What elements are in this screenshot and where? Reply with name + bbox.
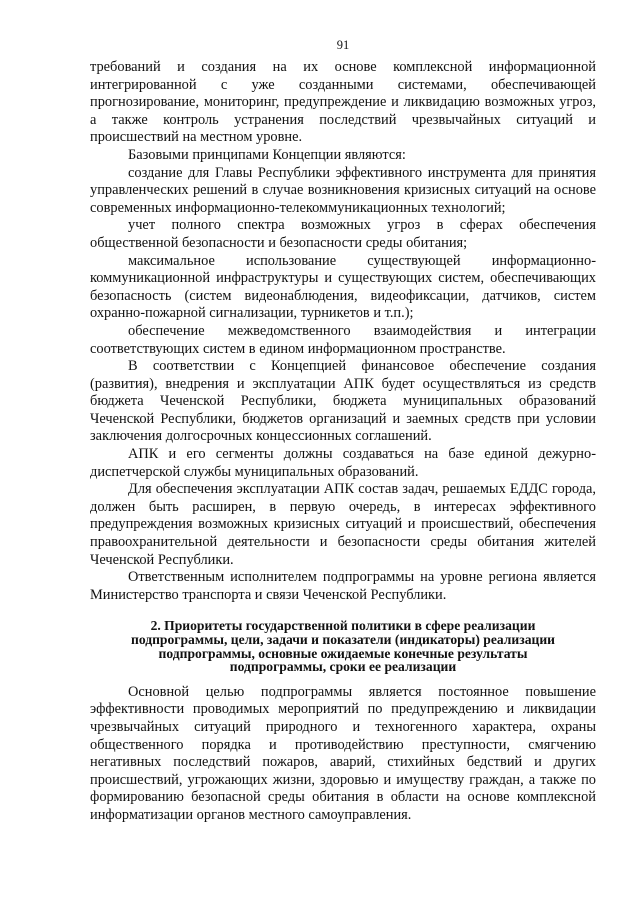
paragraph: Основной целью подпрограммы является постоянное повышение эффективности проводимых мероприятий по предупреждению и ликвидации чрезвычайных ситуаций природного и техногенного характера, охраны общественного порядка и противодействию преступности, смягчению негативных последствий пожаров, аварий, стихийных бедствий и других происшествий, угрожающих жизни, здоровью и имуществу граждан, а также по формированию безопасной среды обитания в области на основе комплексной информатизации органов местного самоуправления. xyxy=(90,683,596,823)
section-heading xyxy=(90,619,596,673)
paragraph: требований и создания на их основе комплексной информационной интегрированной с уже созданными системами, обеспечивающей прогнозирование, мониторинг, предупреждение и ликвидацию возможных угроз, а также контроль устранения последствий чрезвычайных ситуаций и происшествий на местном уровне. xyxy=(90,59,596,146)
section-heading-line: подпрограммы, цели, задачи и показатели (индикаторы) реализации xyxy=(130,632,556,647)
paragraph: В соответствии с Концепцией финансовое обеспечение создания (развития), внедрения и эксплуатации АПК будет осуществляться из средств бюджета Чеченской Республики, бюджета муниципальных образований Чеченской Республики, бюджетов организаций и заемных средств при условии заключения долгосрочных концессионных соглашений. xyxy=(90,358,596,445)
section-heading-line: 2. Приоритеты государственной политики в сфере реализации xyxy=(150,618,536,634)
paragraph: Базовыми принципами Концепции являются: xyxy=(128,146,406,163)
paragraph: Ответственным исполнителем подпрограммы на уровне региона является Министерство транспорта и связи Чеченской Республики. xyxy=(90,569,596,603)
paragraph: АПК и его сегменты должны создаваться на базе единой дежурно-диспетчерской службы муниципальных образований. xyxy=(90,446,596,480)
section-heading-line: подпрограммы, основные ожидаемые конечные результаты xyxy=(158,645,528,661)
paragraph: максимальное использование существующей информационно-коммуникационной инфраструктуры и существующих систем, обеспечивающих безопасность (систем видеонаблюдения, видеофиксации, датчиков, систем охранно-пожарной сигнализации, турникетов и т.п.); xyxy=(90,252,596,322)
page-number: 91 xyxy=(336,38,350,52)
paragraph: учет полного спектра возможных угроз в сферах обеспечения общественной безопасности и безопасности среды обитания; xyxy=(90,217,596,251)
paragraph: создание для Главы Республики эффективного инструмента для принятия управленческих решений в случае возникновения кризисных ситуаций на основе современных информационно-телекоммуникационных технологий; xyxy=(90,164,596,216)
paragraph: Для обеспечения эксплуатации АПК состав задач, решаемых ЕДДС города, должен быть расширен, в первую очередь, в интересах эффективного предупреждения возможных кризисных ситуаций и происшествий, обеспечения правоохранительной деятельности и безопасности среды обитания жителей Чеченской Республики. xyxy=(90,481,596,568)
paragraph: обеспечение межведомственного взаимодействия и интеграции соответствующих систем в едином информационном пространстве. xyxy=(90,322,596,357)
document-page xyxy=(90,38,596,825)
section-heading-line: подпрограммы, сроки ее реализации xyxy=(229,659,457,675)
